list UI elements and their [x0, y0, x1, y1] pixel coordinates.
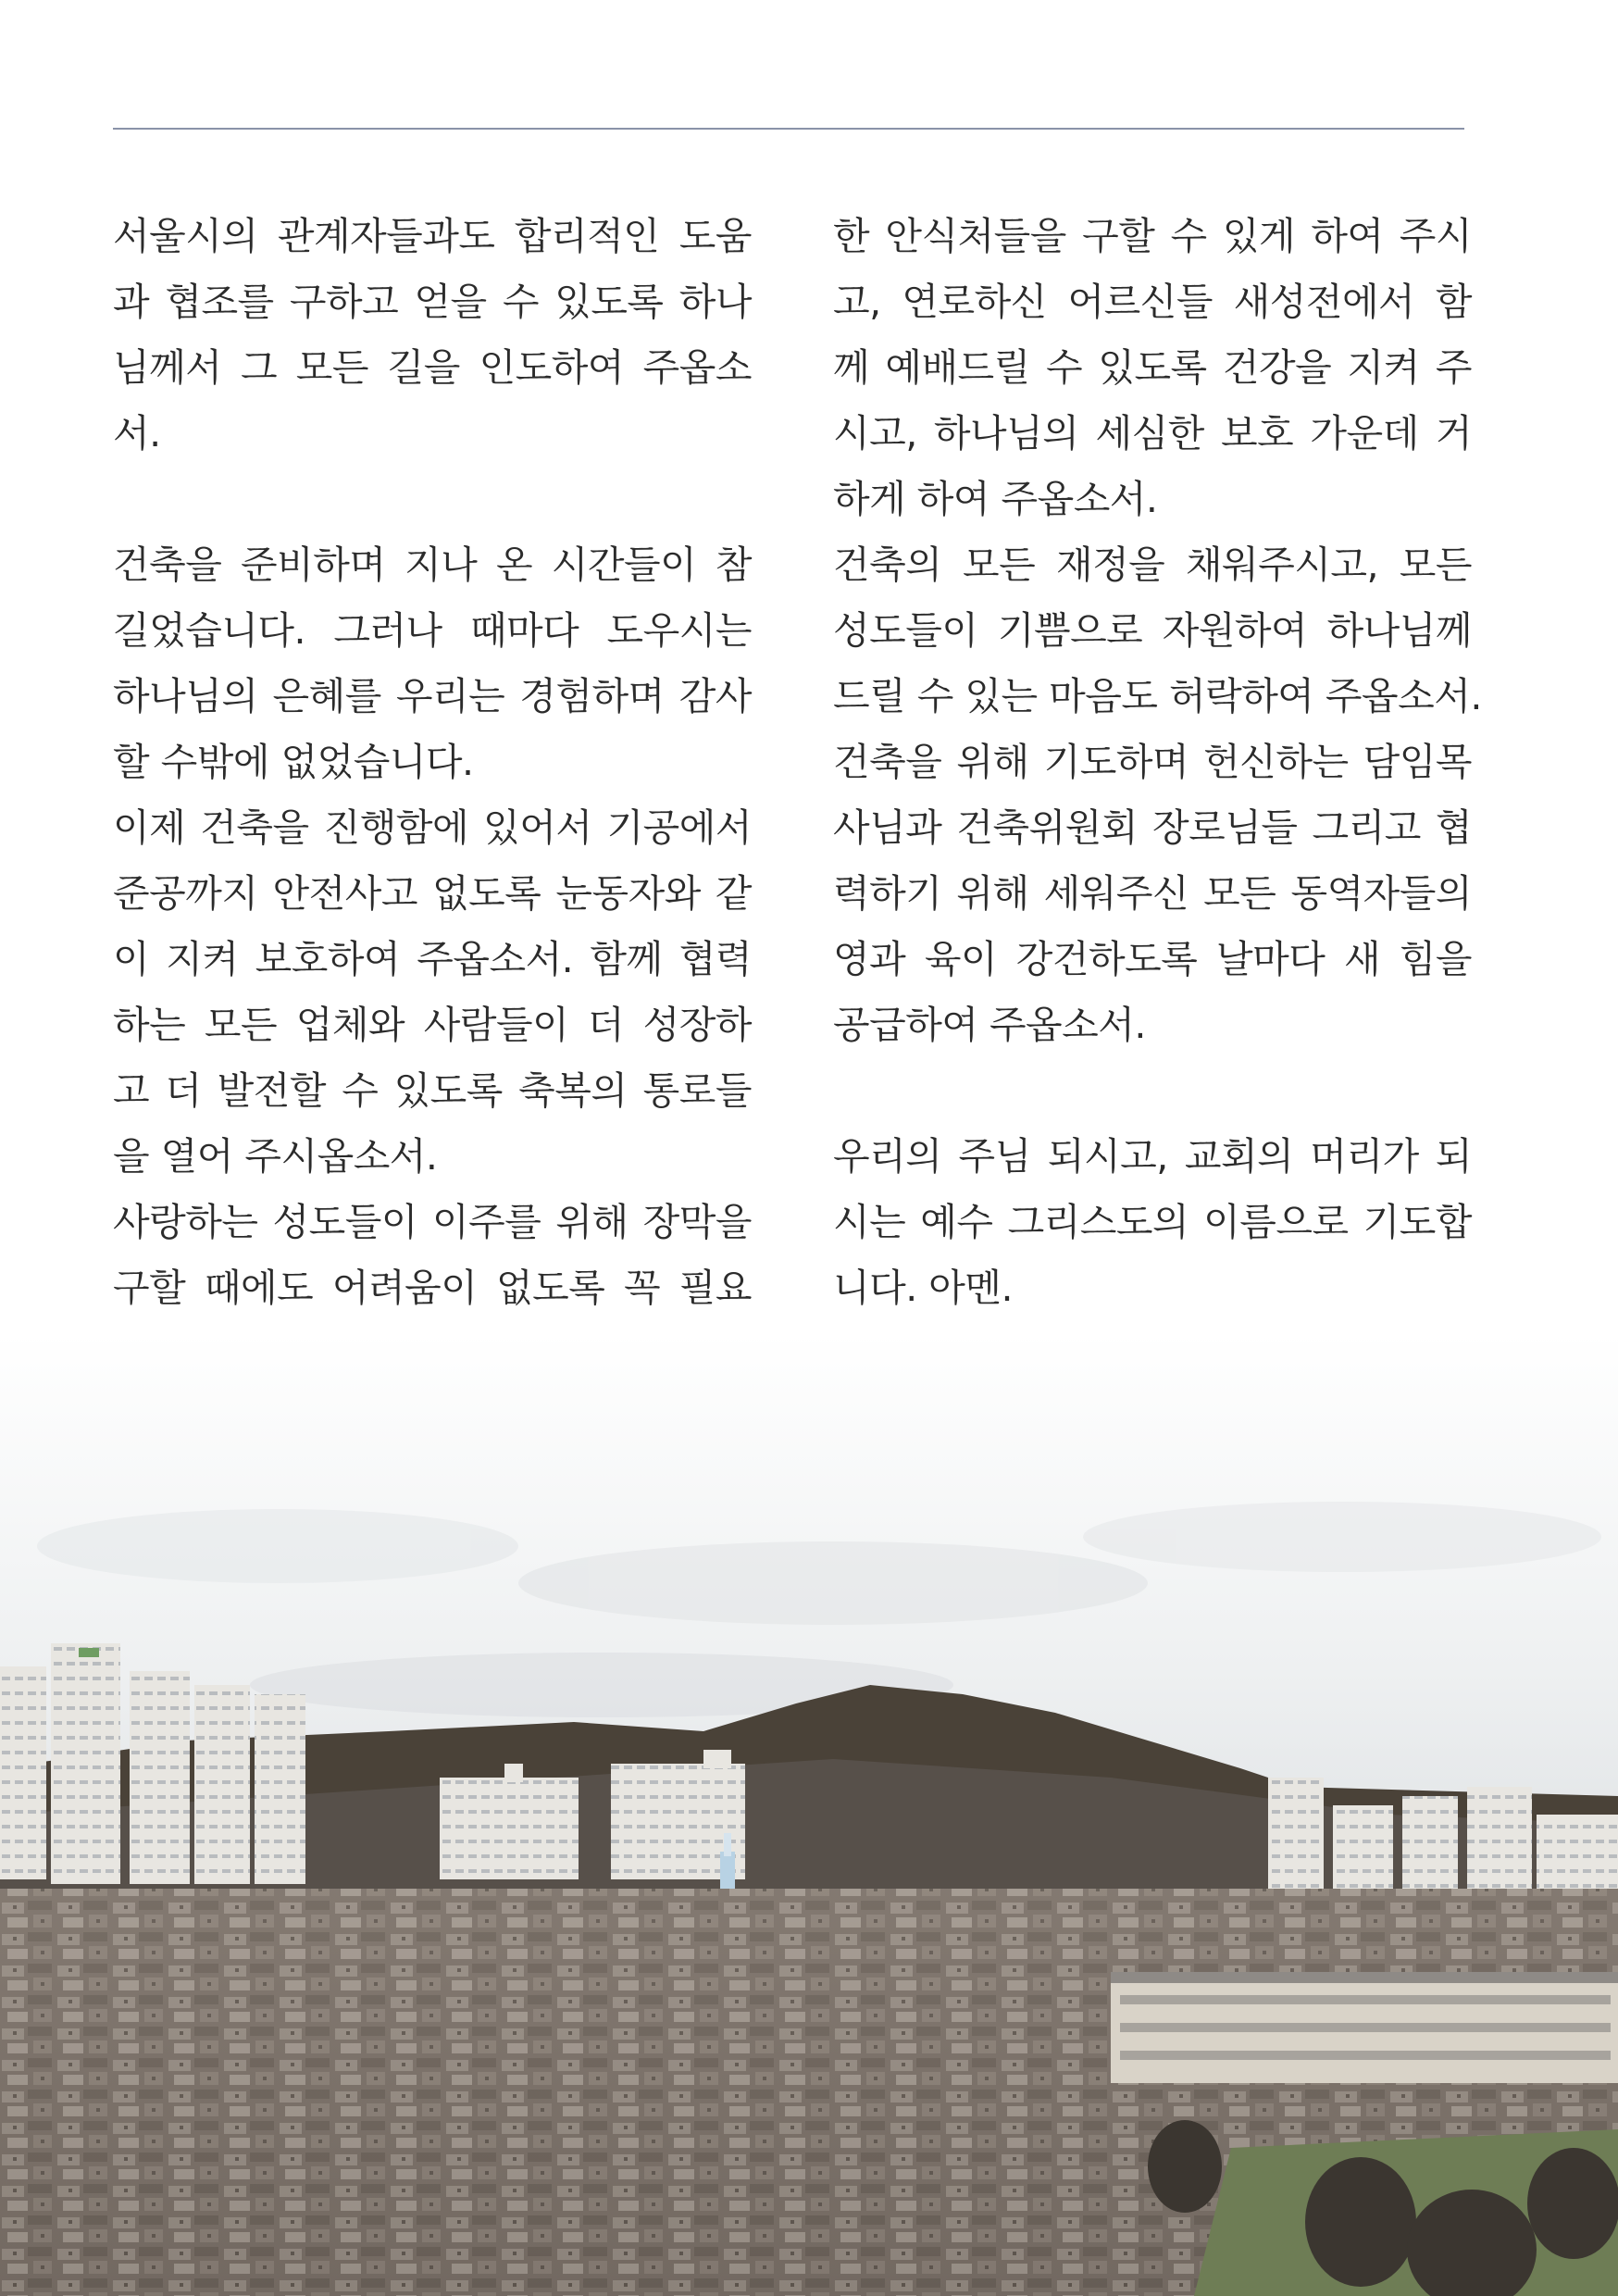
paragraph-1 — [113, 204, 752, 467]
text-line: 건축을 위해 기도하며 헌신하는 담임목 — [833, 740, 1472, 784]
text-line: 님께서 그 모든 길을 인도하여 주옵소 — [113, 345, 752, 390]
text-line: 사랑하는 성도들이 이주를 위해 장막을 — [113, 1200, 752, 1244]
text-line: 을 열어 주시옵소서. — [113, 1134, 438, 1179]
text-line: 서. — [113, 411, 161, 455]
top-divider-rule — [113, 128, 1464, 130]
paragraph-4 — [113, 1190, 752, 1321]
paragraph-8 — [833, 1124, 1472, 1321]
school-building — [1111, 1972, 1618, 2083]
right-text-column — [833, 204, 1482, 1321]
text-line: 드릴 수 있는 마음도 허락하여 주옵소서. — [833, 674, 1482, 718]
text-line: 하는 모든 업체와 사람들이 더 성장하 — [113, 1003, 752, 1047]
paragraph-2 — [113, 532, 752, 795]
text-line: 시는 예수 그리스도의 이름으로 기도합 — [833, 1200, 1472, 1244]
text-line: 구할 때에도 어려움이 없도록 꼭 필요 — [113, 1266, 752, 1310]
text-line: 건축을 준비하며 지나 온 시간들이 참 — [113, 543, 752, 587]
text-line: 께 예배드릴 수 있도록 건강을 지켜 주 — [833, 345, 1472, 390]
text-line: 영과 육이 강건하도록 날마다 새 힘을 — [833, 937, 1472, 981]
text-line: 할 수밖에 없었습니다. — [113, 740, 474, 784]
paragraph-gap — [833, 1058, 1472, 1124]
text-line: 길었습니다. 그러나 때마다 도우시는 — [113, 608, 752, 653]
text-line: 력하기 위해 세워주신 모든 동역자들의 — [833, 871, 1472, 916]
text-line: 니다. 아멘. — [833, 1266, 1014, 1310]
text-line: 준공까지 안전사고 없도록 눈동자와 같 — [113, 871, 752, 916]
text-line: 성도들이 기쁨으로 자원하여 하나님께 — [833, 608, 1472, 653]
text-line: 고 더 발전할 수 있도록 축복의 통로들 — [113, 1068, 752, 1113]
text-line: 과 협조를 구하고 얻을 수 있도록 하나 — [113, 280, 752, 324]
text-line: 서울시의 관계자들과도 합리적인 도움 — [113, 214, 752, 258]
text-line: 시고, 하나님의 세심한 보호 가운데 거 — [833, 411, 1472, 455]
text-line: 한 안식처들을 구할 수 있게 하여 주시 — [833, 214, 1472, 258]
paragraph-5 — [833, 204, 1472, 532]
city-skyline-photo — [0, 1333, 1618, 2296]
text-line: 하게 하여 주옵소서. — [833, 477, 1158, 521]
text-line: 이제 건축을 진행함에 있어서 기공에서 — [113, 805, 752, 850]
text-line: 이 지켜 보호하여 주옵소서. 함께 협력 — [113, 937, 752, 981]
text-line: 하나님의 은혜를 우리는 경험하며 감사 — [113, 674, 752, 718]
paragraph-7 — [833, 730, 1472, 1058]
text-line: 우리의 주님 되시고, 교회의 머리가 되 — [833, 1134, 1472, 1179]
text-line: 건축의 모든 재정을 채워주시고, 모든 — [833, 543, 1472, 587]
paragraph-6 — [833, 532, 1482, 730]
text-line: 사님과 건축위원회 장로님들 그리고 협 — [833, 805, 1472, 850]
paragraph-gap — [113, 467, 752, 532]
text-line: 공급하여 주옵소서. — [833, 1003, 1146, 1047]
left-text-column — [113, 204, 752, 1321]
text-line: 고, 연로하신 어르신들 새성전에서 함 — [833, 280, 1472, 324]
paragraph-3 — [113, 795, 752, 1190]
